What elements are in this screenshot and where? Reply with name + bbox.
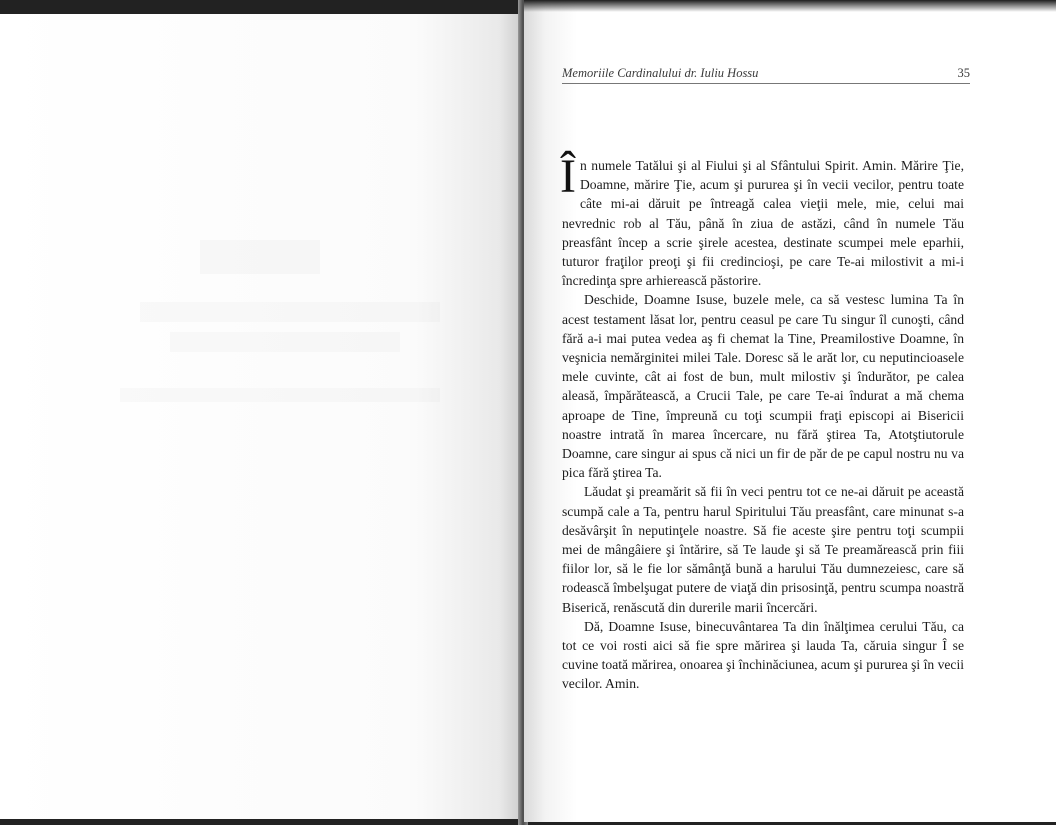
bleed-through-shade: [140, 302, 440, 322]
top-edge-shadow: [524, 0, 1056, 12]
paragraph: Dă, Doamne Isuse, binecuvântarea Ta din înălţimea cerului Tău, ca tot ce voi rosti aici să fie spre mărirea şi lauda Ta, căruia singur Î se cuvine toată mărirea, onoarea şi închinăciunea, acum şi pururea şi în vecii vecilor. Amin.: [562, 618, 964, 692]
paragraph-text: n numele Tatălui şi al Fiului şi al Sfântului Spirit. Amin. Mărire Ţie, Doamne, mărire Ţie, acum şi pururea şi în vecii vecilor, pentru toate câte mi-ai dăruit pe întreagă calea vieţii mele, mie, celui mai nevrednic rob al Tău, până în ziua de astăzi, când în numele Tău preasfânt încep a scrie şirele acestea, destinate scumpei mele eparhii, tuturor fraţilor preoţi şi fii credincioşi, pe care Te-ai milostivit a mi-i încredinţa spre arhierească păstorire.: [562, 158, 964, 289]
paragraph: Lăudat şi preamărit să fii în veci pentru tot ce ne-ai dăruit pe această scumpă cale a Ta, pentru harul Spiritului Tău preasfânt, care minunat s-a desăvârşit în neputinţele noastre. Să fie aceste şire pentru toţi scumpii mei de mângâiere şi întărire, să Te laude şi să Te preamărească prin fiii fiilor lor, să le fie lor sămânţă bună a harului Tău dumnezeiesc, care să rodească îmbelşugat putere de viaţă din prisosinţă, pentru scumpa noastră Biserică, renăscută din durerile marii încercări.: [562, 484, 964, 615]
bleed-through-shade: [120, 388, 440, 402]
drop-cap: Î: [560, 150, 576, 203]
paragraph: [560, 150, 964, 290]
page-number: 35: [957, 66, 970, 80]
paragraph: Deschide, Doamne Isuse, buzele mele, ca să vestesc lumina Ta în acest testament lăsat lor, pentru ceasul pe care Tu singur îl cunoşti, când fără a-i mai putea vedea aş fi chemat la Tine, Preamilostive Doamne, în veşnicia nemărginitei milei Tale. Doresc să le arăt lor, cu neputincioasele mele cuvinte, cât ai fost de bun, mult milostiv şi îndurător, pe calea aleasă, împărătească, a Crucii Tale, pe care Te-ai îndurat a mă chema aproape de Tine, împreună cu toţi scumpii fraţi episcopi ai Bisericii noastre intrată în marea încercare, nu fără ştirea Ta, Atotştiutorule Doamne, care singur ai spus că nici un fir de păr de pe capul nostru nu va pica fără ştirea Ta.: [562, 292, 964, 481]
bleed-through-shade: [200, 240, 320, 274]
running-header: [562, 66, 970, 84]
bleed-through-shade: [170, 332, 400, 352]
running-title: Memoriile Cardinalului dr. Iuliu Hossu: [562, 66, 759, 80]
body-text: [560, 150, 964, 694]
left-page-blank: [0, 14, 520, 819]
